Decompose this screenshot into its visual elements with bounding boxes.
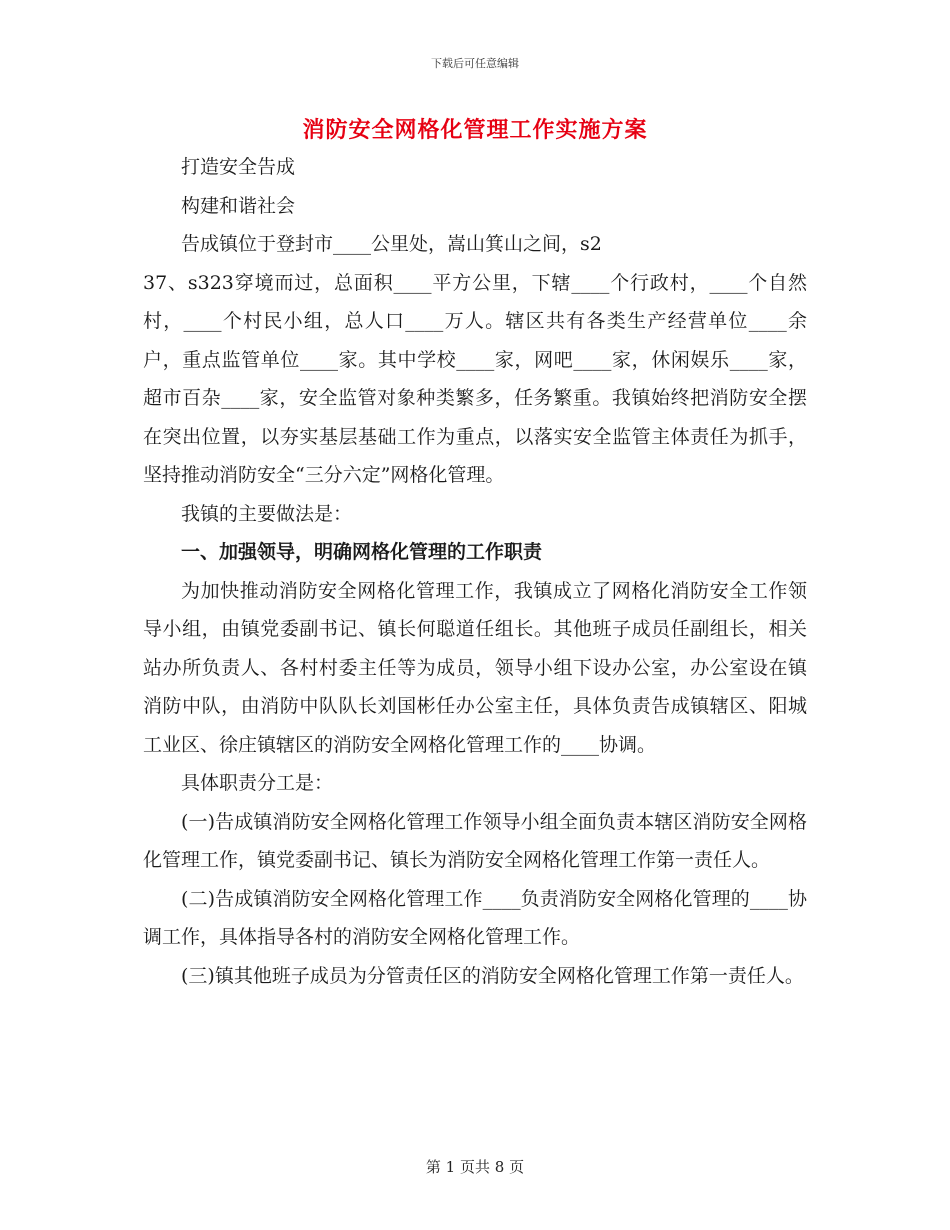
section-heading-1: 一、加强领导，明确网格化管理的工作职责: [181, 541, 543, 563]
document-body: [143, 148, 807, 995]
header-note: 下载后可任意编辑: [431, 57, 519, 70]
duty-item-1: (一)告成镇消防安全网格化管理工作领导小组全面负责本辖区消防安全网格化管理工作，镇党委副书记、镇长为消防安全网格化管理工作第一责任人。: [143, 810, 807, 871]
main-approach-line: 我镇的主要做法是：: [181, 502, 353, 525]
duty-item-2: (二)告成镇消防安全网格化管理工作____负责消防安全网格化管理的____协调工作，具体指导各村的消防安全网格化管理工作。: [143, 887, 807, 948]
leadership-paragraph: 为加快推动消防安全网格化管理工作，我镇成立了网格化消防安全工作领导小组，由镇党委副书记、镇长何聪道任组长。其他班子成员任副组长，相关站办所负责人、各村村委主任等为成员，领导小组下设办公室，办公室设在镇消防中队，由消防中队队长刘国彬任办公室主任，具体负责告成镇辖区、阳城工业区、徐庄镇辖区的消防安全网格化管理工作的____协调。: [143, 579, 807, 756]
intro-paragraph: 37、s323穿境而过，总面积____平方公里，下辖____个行政村，____个自然村，____个村民小组，总人口____万人。辖区共有各类生产经营单位____余户，重点监管单位____家。其中学校____家，网吧____家，休闲娱乐____家，超市百杂____家，安全监管对象种类繁多，任务繁重。我镇始终把消防安全摆在突出位置，以夯实基层基础工作为重点，以落实安全监管主体责任为抓手，坚持推动消防安全“三分六定”网格化管理。: [143, 271, 807, 486]
duty-item-3: (三)镇其他班子成员为分管责任区的消防安全网格化管理工作第一责任人。: [181, 964, 804, 987]
page-footer: 第 1 页共 8 页: [425, 1158, 525, 1176]
slogan-line-2: 构建和谐社会: [181, 194, 296, 217]
slogan-line-1: 打造安全告成: [181, 156, 296, 178]
duties-intro: 具体职责分工是：: [181, 772, 334, 794]
intro-line: 告成镇位于登封市____公里处，嵩山箕山之间，s2: [181, 233, 602, 255]
document-title: 消防安全网格化管理工作实施方案: [302, 117, 648, 143]
